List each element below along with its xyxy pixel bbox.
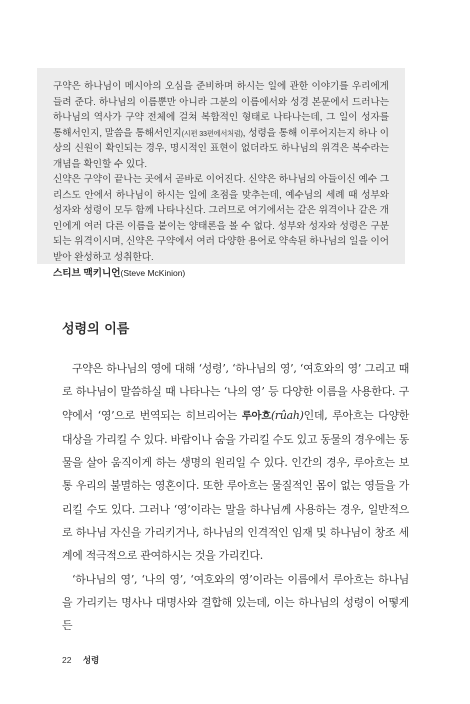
quote-text: [53, 79, 389, 265]
quote-citation-note: (시편 33편에서처럼): [181, 128, 243, 138]
body-paragraph-1: [62, 357, 409, 568]
quote-text-run: 구약은 하나님이 메시아의 오심을 준비하며 하시는 일에 관한 이야기를 우리에게 들려 준다. 하나님의 이름뿐만 아니라 그분의 이름에서와 성경 본문에서 드러나는 하나님의 역사가 구약 전체에 걸쳐 복합적인 형태로 나타나는데, 그 일이 성자를 통해서인지, 말씀을 통해서인지: [53, 81, 389, 139]
page-footer: [62, 654, 99, 666]
quote-attribution: [53, 266, 389, 282]
body-paragraph-2: ‘하나님의 영’, ‘나의 영’, ‘여호와의 영’이라는 이름에서 루아흐는 하나님을 가리키는 명사나 대명사와 결합해 있는데, 이는 하나님의 성령이 어떻게든: [62, 572, 409, 633]
body-text-run: 구약은 하나님의 영에 대해 ‘성령’, ‘하나님의 영’, ‘여호와의 영’ 그리고 때로 하나님이 말씀하실 때 나타나는 ‘나의 영’ 등 다양한 이름을 사용한다. 구약에서 ‘영’으로 번역되는 히브리어는: [62, 362, 409, 422]
quote-text-run: , 성령을 통해 이루어지는지 하나 이상의 신원이 확인되는 경우, 명시적인 표현이 없더라도 하나님의 위격은 복수라는 개념을 확인할 수 있다.: [53, 127, 389, 170]
running-head: 성령: [82, 655, 100, 665]
page-number: 22: [62, 655, 72, 665]
hebrew-term: 루아흐: [241, 409, 271, 422]
quote-author-latin: (Steve McKinion): [120, 268, 186, 278]
section-title: 성령의 이름: [62, 322, 130, 337]
quote-author: 스티브 맥키니언: [53, 268, 121, 279]
body-text-run: 인데, 루아흐는 다양한 대상을 가리킬 수 있다. 바람이나 숨을 가리킬 수도 있고 동물의 경우에는 동물을 살아 움직이게 하는 생명의 원리일 수 있다. 인간의 경우, 루아흐는 보통 우리의 불멸하는 영혼이다. 또한 루아흐는 물질적인 몸이 없는 영들을 가리킬 수도 있다. 그러나 ‘영’이라는 말을 하나님께 사용하는 경우, 일반적으로 하나님 자신을 가리키거나, 하나님의 인격적인 임재 및 하나님이 창조 세계에 적극적으로 관여하시는 것을 가리킨다.: [62, 408, 409, 563]
quote-box: [37, 68, 405, 279]
quote-paragraph-1: [53, 79, 389, 172]
transliteration: (rûah): [270, 408, 304, 422]
quote-paragraph-2: 신약은 구약이 끝나는 곳에서 곧바로 이어진다. 신약은 하나님의 아들이신 예수 그리스도 안에서 하나님이 하시는 일에 초점을 맞추는데, 예수님의 세례 때 성부와 성자와 성령이 모두 함께 나타나신다. 그러므로 여기에서는 같은 위격이나 같은 개인에게 여러 다른 이름을 붙이는 양태론을 볼 수 없다. 성부와 성자와 성령은 구분되는 위격이시며, 신약은 구약에서 여러 다양한 용어로 약속된 하나님의 일을 이어받아 완성하고 성취한다.: [53, 174, 389, 263]
body-text: [62, 357, 409, 638]
